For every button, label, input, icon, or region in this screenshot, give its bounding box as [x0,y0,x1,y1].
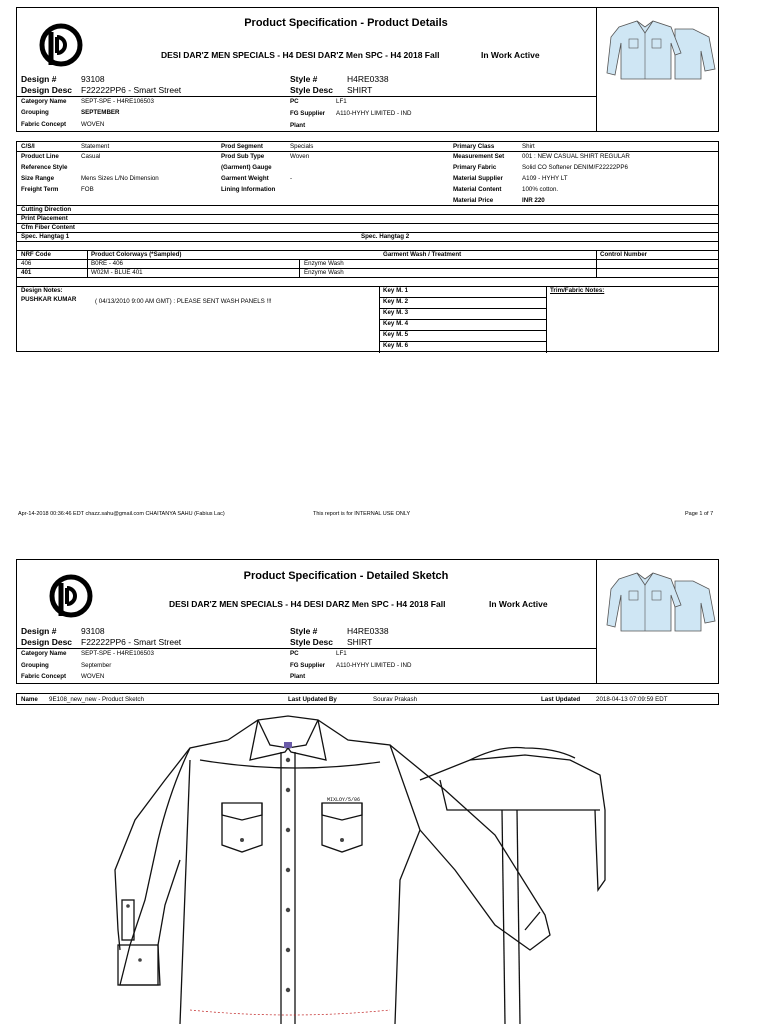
prod-sub-type-label: Prod Sub Type [221,153,265,160]
prod-sub-type: Woven [290,153,310,160]
measurement-set: 001 : NEW CASUAL SHIRT REGULAR [522,153,630,160]
pc-label: PC [290,650,299,657]
colorway-nrf: 406 [21,260,32,267]
footer-page: Page 1 of 7 [685,511,714,517]
material-supplier: A109 - HYHY LT [522,175,568,182]
page-title: Product Specification - Detailed Sketch [243,570,449,582]
freight-term: FOB [81,186,94,193]
plant-label: Plant [290,673,306,680]
material-content: 100% cotton. [522,186,559,193]
plant-label: Plant [290,122,306,129]
print-placement-label: Print Placement [21,215,68,222]
style-desc: SHIRT [347,85,373,95]
pc: LF1 [336,98,347,105]
category-label: Category Name [21,98,67,105]
freight-term-label: Freight Term [21,186,59,193]
colorway-wash: Enzyme Wash [304,269,344,276]
lining-label: Lining Information [221,186,276,193]
design-desc-label: Design Desc [21,85,73,95]
pc-label: PC [290,98,299,105]
primary-class: Shirt [522,143,535,150]
status-text: In Work Active [481,50,540,60]
key-measurement: Key M. 6 [383,342,409,349]
sketch-name-label: Name [21,696,38,703]
material-price: INR 220 [522,197,545,204]
material-price-label: Material Price [453,197,494,204]
colorway-name: W02M - BLUE 401 [91,269,143,276]
material-supplier-label: Material Supplier [453,175,503,182]
style-desc-label: Style Desc [290,637,333,647]
prod-segment: Specials [290,143,314,150]
fabric-concept-label: Fabric Concept [21,121,67,128]
category: SEPT-SPE - H4RE106503 [81,98,154,105]
design-desc-label: Design Desc [21,637,73,647]
key-measurement: Key M. 2 [383,298,409,305]
style-desc-label: Style Desc [290,85,333,95]
style-desc: SHIRT [347,637,373,647]
key-measurement: Key M. 5 [383,331,409,338]
status-text: In Work Active [489,599,548,609]
colorway-nrf: 401 [21,269,32,276]
design-desc: F22222PP6 - Smart Street [81,85,182,95]
csi-label: C/S/I [21,143,35,150]
category: SEPT-SPE - H4RE106503 [81,650,154,657]
category-label: Category Name [21,650,67,657]
fg-supplier: A110-HYHY LIMITED - IND [336,110,412,117]
prod-segment-label: Prod Segment [221,143,263,150]
updated-by: Sourav Prakash [373,696,418,703]
design-notes-text: ( 04/13/2010 9:00 AM GMT) : PLEASE SENT WASH PANELS !!! [95,298,272,305]
measurement-set-label: Measurement Set [453,153,505,160]
design-notes-label: Design Notes: [21,287,63,294]
updated-by-label: Last Updated By [288,696,337,703]
grouping: September [81,662,112,669]
csi: Statement [81,143,110,150]
control-number-header: Control Number [600,251,648,258]
trim-notes-label: Trim/Fabric Notes: [550,287,605,294]
primary-class-label: Primary Class [453,143,495,150]
material-content-label: Material Content [453,186,502,193]
style-no: H4RE0338 [347,74,389,84]
fg-supplier: A110-HYHY LIMITED - IND [336,662,412,669]
colorway-name: B0RE - 406 [91,260,123,267]
size-range-label: Size Range [21,175,55,182]
cutting-direction-label: Cutting Direction [21,206,72,213]
sketch-name: 9E108_new_new - Product Sketch [49,696,144,703]
footer-left: Apr-14-2018 00:36:46 EDT chazz.sahu@gmail.com CHAITANYA SAHU (Fabius Lac) [18,511,225,517]
key-measurement: Key M. 1 [383,287,409,294]
fg-supplier-label: FG Supplier [290,662,326,669]
brand-line: DESI DAR'Z MEN SPECIALS - H4 DESI DARZ Men SPC - H4 2018 Fall [169,599,446,609]
wash-header: Garment Wash / Treatment [383,251,462,258]
colorway-wash: Enzyme Wash [304,260,344,267]
product-line: Casual [81,153,101,160]
size-range: Mens Sizes L/No Dimension [81,175,159,182]
primary-fabric-label: Primary Fabric [453,164,497,171]
reference-style-label: Reference Style [21,164,68,171]
fabric-concept: WOVEN [81,673,105,680]
brand-line: DESI DAR'Z MEN SPECIALS - H4 DESI DAR'Z Men SPC - H4 2018 Fall [161,50,440,60]
design-no-label: Design # [21,74,57,84]
garment-gauge-label: (Garment) Gauge [221,164,272,171]
key-measurement: Key M. 4 [383,320,409,327]
hangtag2-label: Spec. Hangtag 2 [361,233,410,240]
style-no-label: Style # [290,74,318,84]
pc: LF1 [336,650,347,657]
fabric-concept-label: Fabric Concept [21,673,67,680]
garment-weight: - [290,175,293,182]
page-title: Product Specification - Product Details [244,17,448,29]
garment-weight-label: Garment Weight [221,175,269,182]
fg-supplier-label: FG Supplier [290,110,326,117]
footer-center: This report is for INTERNAL USE ONLY [313,511,411,517]
style-no: H4RE0338 [347,626,389,636]
design-notes-author: PUSHKAR KUMAR [21,296,77,303]
product-line-label: Product Line [21,153,59,160]
primary-fabric: Solid CO Softener DENIM/F22222PP6 [522,164,628,171]
grouping: SEPTEMBER [81,109,120,116]
design-no: 93108 [81,74,105,84]
last-updated-label: Last Updated [541,696,581,703]
grouping-label: Grouping [21,662,49,669]
key-measurement: Key M. 3 [383,309,409,316]
hangtag1-label: Spec. Hangtag 1 [21,233,70,240]
design-desc: F22222PP6 - Smart Street [81,637,182,647]
pocket-label: MIXLOY/5/06 [327,797,361,803]
design-no-label: Design # [21,626,57,636]
cfm-fiber-label: Cfm Fiber Content [21,224,75,231]
grouping-label: Grouping [21,109,49,116]
design-no: 93108 [81,626,105,636]
last-updated: 2018-04-13 07:09:59 EDT [596,696,668,703]
colorways-header: Product Colorways (*Sampled) [91,251,182,258]
style-no-label: Style # [290,626,318,636]
nrf-code-header: NRF Code [21,251,51,258]
fabric-concept: WOVEN [81,121,105,128]
